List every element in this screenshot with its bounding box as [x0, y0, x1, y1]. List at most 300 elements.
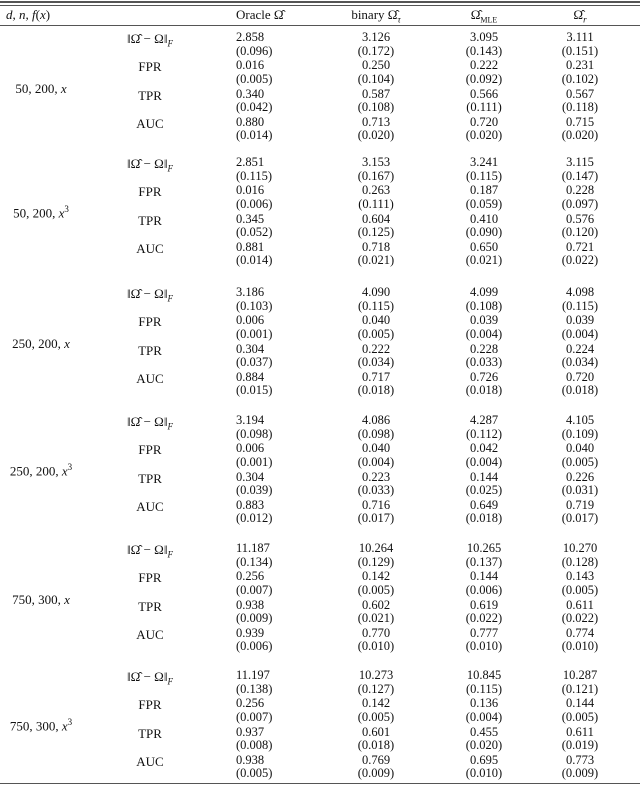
cell-mean: 0.187: [469, 183, 499, 198]
top-rule-1: [0, 1, 640, 3]
cell-mean: 3.194: [236, 413, 265, 427]
table-cell: [454, 31, 514, 58]
cell-sd: (0.020): [465, 128, 503, 143]
cell-sd: (0.111): [358, 196, 394, 211]
table-cell: [236, 599, 296, 626]
cell-sd: (0.009): [561, 766, 599, 781]
cell-mean: 4.086: [361, 413, 391, 427]
cell-mean: 0.040: [361, 313, 391, 328]
cell-mean: 0.222: [361, 341, 391, 356]
metric-name: ‖Ω̂ − Ω‖: [127, 542, 168, 557]
cell-sd: (0.020): [465, 738, 503, 753]
cell-mean: 0.650: [469, 239, 499, 254]
cell-sd: (0.004): [465, 326, 503, 341]
cell-sd: (0.009): [236, 611, 273, 626]
cell-mean: 0.649: [469, 497, 499, 512]
table-cell: [550, 599, 610, 626]
cell-sd: (0.021): [357, 253, 395, 268]
cell-mean: 0.718: [361, 239, 391, 254]
cell-mean: 0.144: [565, 696, 595, 711]
paren: ): [45, 7, 51, 22]
cell-mean: 0.883: [236, 497, 265, 512]
table-cell: [454, 669, 514, 696]
metric-label: [100, 754, 200, 769]
table-cell: [236, 88, 296, 115]
cell-mean: 3.153: [361, 155, 391, 169]
cell-mean: 10.273: [358, 668, 394, 682]
metric-label: [100, 442, 200, 457]
metric-name: ‖Ω̂ − Ω‖: [127, 414, 168, 429]
cell-mean: 0.144: [469, 569, 499, 584]
cell-mean: 2.858: [236, 30, 265, 44]
setting-values: 750, 300,: [12, 592, 65, 607]
table-cell: [236, 371, 296, 398]
cell-mean: 0.304: [236, 341, 265, 356]
table-row: [0, 241, 640, 269]
cell-sd: (0.033): [465, 355, 503, 370]
metric-label: [100, 542, 200, 563]
setting-function: x: [61, 463, 68, 479]
setting-values: 50, 200,: [13, 205, 59, 221]
metric-name: FPR: [138, 697, 162, 713]
table-cell: [454, 286, 514, 313]
metric-sub: F: [167, 163, 173, 174]
cell-mean: 0.142: [361, 696, 391, 711]
header-rule: [0, 25, 640, 26]
cell-sd: (0.128): [561, 554, 599, 569]
cell-mean: 0.263: [361, 183, 391, 198]
cell-mean: 10.287: [562, 668, 598, 682]
cell-mean: 0.224: [565, 341, 595, 356]
cell-sd: (0.121): [561, 681, 599, 696]
metric-name: TPR: [138, 598, 162, 614]
table-cell: [346, 726, 406, 753]
table-cell: [346, 184, 406, 211]
setting-values: 250, 200,: [12, 336, 65, 351]
cell-sd: (0.115): [236, 168, 272, 183]
cell-sd: (0.017): [561, 511, 599, 526]
cell-sd: (0.004): [465, 454, 503, 469]
table-cell: [550, 414, 610, 441]
metric-name: AUC: [136, 115, 164, 131]
cell-mean: 0.769: [361, 752, 391, 767]
cell-mean: 0.604: [361, 211, 391, 226]
table-row: [0, 471, 640, 499]
cell-sd: (0.143): [465, 43, 503, 58]
table-row: [0, 88, 640, 116]
cell-mean: 0.016: [236, 58, 265, 73]
cell-sd: (0.097): [561, 196, 599, 211]
cell-mean: 0.938: [236, 752, 265, 767]
table-group: [0, 156, 640, 276]
cell-mean: 0.340: [236, 86, 265, 101]
table-cell: [454, 542, 514, 569]
table-cell: [346, 59, 406, 86]
table-cell: [550, 116, 610, 143]
metric-label: [100, 116, 200, 131]
table-cell: [346, 471, 406, 498]
table-cell: [236, 697, 296, 724]
cell-sd: (0.010): [465, 639, 503, 654]
table-row: [0, 542, 640, 570]
table-cell: [346, 599, 406, 626]
cell-mean: 0.619: [469, 597, 499, 612]
setting-function: x: [64, 336, 70, 351]
cell-mean: 0.602: [361, 597, 391, 612]
metric-name: TPR: [138, 725, 162, 741]
cell-sd: (0.151): [561, 43, 599, 58]
metric-label: [100, 343, 200, 358]
table-cell: [346, 542, 406, 569]
table-group: [0, 542, 640, 662]
setting-values: 750, 300,: [9, 718, 62, 734]
cell-mean: 0.773: [565, 752, 595, 767]
metric-label: [100, 241, 200, 256]
table-cell: [454, 116, 514, 143]
metric-label: [100, 599, 200, 614]
cell-sd: (0.005): [561, 454, 599, 469]
bottom-rule: [0, 783, 640, 784]
metric-name: AUC: [136, 240, 164, 256]
cell-sd: (0.090): [465, 225, 503, 240]
table-cell: [454, 88, 514, 115]
table-cell: [346, 499, 406, 526]
cell-sd: (0.006): [236, 639, 273, 654]
cell-mean: 0.720: [565, 369, 595, 384]
cell-sd: (0.012): [236, 511, 273, 526]
table-cell: [550, 286, 610, 313]
header-label: Ω̂: [573, 7, 584, 22]
table-cell: [236, 414, 296, 441]
cell-sd: (0.108): [357, 100, 395, 115]
cell-mean: 0.717: [361, 369, 391, 384]
cell-sd: (0.010): [465, 766, 503, 781]
cell-mean: 0.716: [361, 497, 391, 512]
cell-mean: 0.039: [469, 313, 499, 328]
cell-mean: 0.410: [469, 211, 499, 226]
cell-mean: 0.144: [469, 469, 499, 484]
metric-name: ‖Ω̂ − Ω‖: [127, 286, 168, 301]
cell-sd: (0.109): [561, 426, 599, 441]
table-row: [0, 314, 640, 342]
cell-sd: (0.014): [236, 253, 273, 268]
metric-name: AUC: [136, 626, 164, 642]
metric-name: AUC: [136, 753, 164, 769]
table-cell: [550, 542, 610, 569]
table-cell: [550, 213, 610, 240]
table-row: [0, 697, 640, 725]
cell-sd: (0.096): [236, 43, 273, 58]
table-cell: [236, 213, 296, 240]
table-cell: [454, 754, 514, 781]
table-cell: [550, 754, 610, 781]
cell-sd: (0.006): [465, 582, 503, 597]
cell-sd: (0.022): [561, 253, 599, 268]
cell-mean: 0.143: [565, 569, 595, 584]
cell-mean: 0.455: [469, 724, 499, 739]
table-row: [0, 599, 640, 627]
cell-sd: (0.059): [465, 196, 503, 211]
table-group: [0, 286, 640, 406]
table-row: [0, 754, 640, 782]
header-setting: [6, 6, 50, 24]
table-cell: [346, 241, 406, 268]
table-row: [0, 213, 640, 241]
table-cell: [236, 471, 296, 498]
metric-label: [100, 314, 200, 329]
metric-name: AUC: [136, 498, 164, 514]
cell-mean: 0.719: [565, 497, 595, 512]
table-cell: [236, 754, 296, 781]
metric-label: [100, 286, 200, 307]
table-cell: [550, 59, 610, 86]
table-cell: [550, 669, 610, 696]
metric-name: TPR: [138, 87, 162, 103]
cell-sd: (0.137): [465, 554, 503, 569]
setting-exponent: 3: [67, 462, 73, 472]
table-cell: [454, 314, 514, 341]
cell-mean: 0.587: [361, 86, 391, 101]
table-row: [0, 414, 640, 442]
table-row: [0, 156, 640, 184]
table-cell: [454, 726, 514, 753]
table-cell: [346, 213, 406, 240]
header-setting-vars: d, n, f: [6, 7, 36, 22]
cell-sd: (0.031): [561, 483, 599, 498]
metric-sub: F: [167, 421, 173, 432]
table-cell: [454, 213, 514, 240]
table-cell: [454, 471, 514, 498]
cell-sd: (0.102): [561, 71, 599, 86]
metric-label: [100, 371, 200, 386]
cell-sd: (0.037): [236, 355, 273, 370]
table-cell: [454, 414, 514, 441]
cell-mean: 0.721: [565, 239, 595, 254]
cell-sd: (0.098): [236, 426, 273, 441]
cell-sd: (0.004): [465, 709, 503, 724]
table-cell: [454, 343, 514, 370]
metric-label: [100, 627, 200, 642]
cell-mean: 0.304: [236, 469, 265, 484]
header-setting-x: x: [39, 7, 46, 22]
cell-mean: 0.006: [236, 313, 265, 328]
setting-exponent: 3: [64, 204, 69, 214]
metric-label: [100, 156, 200, 177]
table-cell: [550, 570, 610, 597]
cell-sd: (0.014): [236, 128, 273, 143]
cell-mean: 4.105: [565, 413, 595, 427]
cell-sd: (0.005): [357, 326, 395, 341]
cell-mean: 0.136: [469, 696, 499, 711]
cell-mean: 0.016: [236, 183, 265, 198]
table-cell: [550, 343, 610, 370]
cell-mean: 3.111: [566, 30, 594, 44]
header-sub: MLE: [480, 15, 498, 25]
table-cell: [454, 184, 514, 211]
cell-mean: 0.566: [469, 86, 499, 101]
header-sub: τ: [397, 14, 401, 25]
cell-sd: (0.005): [357, 582, 395, 597]
cell-mean: 4.090: [361, 285, 391, 299]
cell-sd: (0.005): [236, 71, 273, 86]
table-row: [0, 116, 640, 144]
cell-mean: 0.720: [469, 114, 499, 129]
metric-sub: F: [167, 549, 173, 560]
cell-sd: (0.098): [357, 426, 395, 441]
table-row: [0, 371, 640, 399]
cell-mean: 0.256: [236, 569, 265, 584]
cell-sd: (0.115): [466, 168, 502, 183]
table-cell: [236, 314, 296, 341]
cell-sd: (0.018): [357, 738, 395, 753]
table-cell: [346, 414, 406, 441]
table-cell: [236, 542, 296, 569]
cell-mean: 0.576: [565, 211, 595, 226]
table-group: [0, 669, 640, 789]
table-row: [0, 184, 640, 212]
cell-sd: (0.009): [357, 766, 395, 781]
cell-sd: (0.134): [236, 554, 273, 569]
cell-mean: 0.695: [469, 752, 499, 767]
cell-mean: 10.264: [358, 541, 394, 555]
table-cell: [454, 59, 514, 86]
cell-mean: 10.265: [466, 541, 502, 555]
cell-sd: (0.007): [236, 709, 273, 724]
table-row: [0, 669, 640, 697]
header-label: Oracle Ω̂: [236, 7, 284, 22]
cell-mean: 4.098: [565, 285, 595, 299]
cell-mean: 0.006: [236, 441, 265, 456]
cell-sd: (0.020): [357, 128, 395, 143]
cell-mean: 0.250: [361, 58, 391, 73]
table-cell: [346, 371, 406, 398]
cell-sd: (0.034): [357, 355, 395, 370]
cell-sd: (0.103): [236, 298, 273, 313]
table-cell: [454, 442, 514, 469]
cell-sd: (0.042): [236, 100, 273, 115]
cell-mean: 0.040: [565, 441, 595, 456]
table-cell: [550, 314, 610, 341]
table-cell: [236, 499, 296, 526]
table-cell: [454, 156, 514, 183]
cell-sd: (0.115): [466, 681, 502, 696]
table-cell: [346, 754, 406, 781]
table-cell: [236, 343, 296, 370]
metric-name: ‖Ω̂ − Ω‖: [127, 31, 168, 46]
cell-sd: (0.005): [357, 709, 395, 724]
cell-sd: (0.015): [236, 383, 273, 398]
cell-mean: 0.881: [236, 239, 265, 254]
metric-label: [100, 213, 200, 228]
cell-mean: 0.715: [565, 114, 595, 129]
table-cell: [454, 371, 514, 398]
table-cell: [550, 442, 610, 469]
cell-sd: (0.127): [357, 681, 395, 696]
table-cell: [236, 156, 296, 183]
table-cell: [346, 88, 406, 115]
setting-values: 250, 200,: [9, 463, 62, 479]
cell-sd: (0.022): [561, 611, 599, 626]
cell-mean: 0.884: [236, 369, 265, 384]
cell-sd: (0.034): [561, 355, 599, 370]
setting-function: x: [58, 205, 65, 221]
table-cell: [236, 241, 296, 268]
metric-name: FPR: [138, 184, 162, 200]
cell-sd: (0.172): [357, 43, 395, 58]
table-cell: [550, 627, 610, 654]
cell-mean: 0.880: [236, 114, 265, 129]
cell-mean: 3.115: [566, 155, 594, 169]
cell-mean: 11.197: [236, 668, 270, 682]
table-row: [0, 343, 640, 371]
table-cell: [236, 669, 296, 696]
metric-label: [100, 726, 200, 741]
table-cell: [550, 88, 610, 115]
table-cell: [550, 184, 610, 211]
cell-mean: 0.142: [361, 569, 391, 584]
cell-sd: (0.018): [465, 511, 503, 526]
cell-mean: 0.726: [469, 369, 499, 384]
cell-mean: 3.186: [236, 285, 265, 299]
cell-mean: 0.777: [469, 625, 499, 640]
metric-sub: F: [167, 293, 173, 304]
metric-name: TPR: [138, 470, 162, 486]
cell-sd: (0.092): [465, 71, 503, 86]
metric-label: [100, 31, 200, 52]
table-row: [0, 59, 640, 87]
cell-sd: (0.010): [561, 639, 599, 654]
cell-mean: 0.231: [565, 58, 595, 73]
cell-sd: (0.017): [357, 511, 395, 526]
table-cell: [550, 371, 610, 398]
metric-name: ‖Ω̂ − Ω‖: [127, 669, 168, 684]
header-r: [550, 6, 610, 24]
cell-sd: (0.111): [466, 100, 502, 115]
cell-sd: (0.125): [357, 225, 395, 240]
cell-mean: 10.845: [466, 668, 502, 682]
metric-name: FPR: [138, 59, 162, 75]
header-label: binary Ω̂: [351, 7, 398, 22]
metric-label: [100, 88, 200, 103]
cell-sd: (0.006): [236, 196, 273, 211]
table-row: [0, 442, 640, 470]
metric-name: TPR: [138, 342, 162, 358]
metric-label: [100, 499, 200, 514]
table-cell: [550, 499, 610, 526]
table-cell: [550, 471, 610, 498]
table-cell: [346, 31, 406, 58]
cell-mean: 0.567: [565, 86, 595, 101]
table-cell: [550, 726, 610, 753]
cell-sd: (0.120): [561, 225, 599, 240]
cell-sd: (0.007): [236, 582, 273, 597]
cell-sd: (0.104): [357, 71, 395, 86]
setting-exponent: 3: [67, 717, 73, 727]
cell-sd: (0.005): [561, 582, 599, 597]
metric-name: FPR: [138, 570, 162, 586]
cell-sd: (0.052): [236, 225, 273, 240]
cell-sd: (0.039): [236, 483, 273, 498]
cell-mean: 0.256: [236, 696, 265, 711]
table-group: [0, 414, 640, 534]
table-row: [0, 627, 640, 655]
cell-sd: (0.021): [357, 611, 395, 626]
table-cell: [346, 314, 406, 341]
table-cell: [550, 31, 610, 58]
metric-label: [100, 697, 200, 712]
cell-sd: (0.167): [357, 168, 395, 183]
cell-mean: 3.126: [361, 30, 391, 44]
